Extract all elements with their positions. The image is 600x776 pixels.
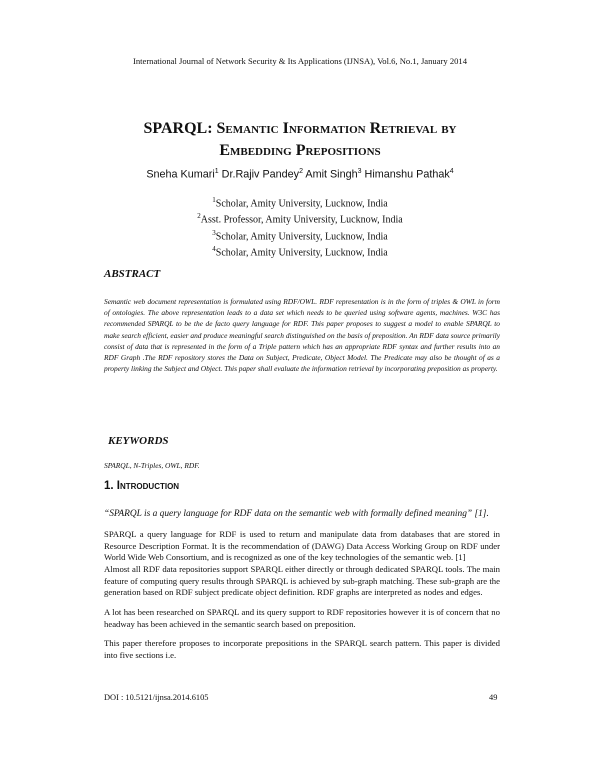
introduction-heading: 1. Introduction xyxy=(104,480,180,492)
affiliation xyxy=(0,243,600,259)
intro-paragraph-4: This paper therefore proposes to incorporate prepositions in the SPARQL search pattern. This paper is divided into five sections i.e. xyxy=(104,638,500,660)
affiliation-text: Scholar, Amity University, Lucknow, India xyxy=(215,198,388,210)
author-name: Amit Singh xyxy=(305,168,358,181)
affiliation-text: Scholar, Amity University, Lucknow, India xyxy=(215,230,388,242)
affiliation-sup: 3 xyxy=(212,228,216,237)
abstract-heading: ABSTRACT xyxy=(104,268,161,280)
page-number: 49 xyxy=(489,693,498,702)
introduction-quote: “SPARQL is a query language for RDF data on the semantic web with formally defined meaning” [1]. xyxy=(104,509,489,519)
abstract-text: Semantic web document representation is formulated using RDF/OWL. RDF representation is in the form of triples & OWL in form of ontologies. The above representation leads to a data set which needs to be queried using software agents, machines. W3C has recommended SPARQL to be the de facto query language for RDF. This paper proposes to suggest a model to enable SPARQL to make search efficient, easier and produce meaningful search distinguished on the basis of preposition. An RDF data source primarily consist of data that is represented in the form of a Triple pattern which has an appropriate RDF syntax and further results into an RDF Graph .The RDF repository stores the Data on Subject, Predicate, Object Model. The Predicate may also be thought of as a property linking the Subject and Object. This paper shall evaluate the information retrieval by incorporating preposition as property. xyxy=(104,297,500,374)
journal-header: International Journal of Network Security & Its Applications (IJNSA), Vol.6, No.1, January 2014 xyxy=(132,56,468,66)
title-line-2: Embedding Prepositions xyxy=(219,142,381,159)
author-sup: 2 xyxy=(299,168,303,175)
title-line-1: SPARQL: Semantic Information Retrieval by xyxy=(143,120,457,137)
affiliation xyxy=(0,194,600,210)
author-name: Dr.Rajiv Pandey xyxy=(221,168,300,181)
affiliations xyxy=(0,194,600,259)
footer-doi: DOI : 10.5121/ijnsa.2014.6105 xyxy=(104,693,209,702)
intro-paragraph-1: SPARQL a query language for RDF is used to return and manipulate data from databases that are stored in Resource Description Format. It is the recommendation of (DAWG) Data Access Working Group on RDF under World Wide Web Consortium, and is recognized as one of the key technologies of the semantic web. [1] xyxy=(104,529,500,563)
author-name: Sneha Kumari xyxy=(146,168,215,181)
affiliation-sup: 4 xyxy=(212,244,216,253)
intro-paragraph-3: A lot has been researched on SPARQL and its query support to RDF repositories however it is of concern that no headway has been achieved in the semantic search based on preposition. xyxy=(104,607,500,629)
author-sup: 1 xyxy=(214,168,219,175)
author-sup: 3 xyxy=(357,168,362,175)
author-list xyxy=(0,168,600,181)
affiliation-sup: 2 xyxy=(197,212,201,221)
author-name: Himanshu Pathak xyxy=(364,168,450,181)
keywords-heading: KEYWORDS xyxy=(108,435,169,447)
keywords-text: SPARQL, N-Triples, OWL, RDF. xyxy=(104,461,200,470)
affiliation-text: Scholar, Amity University, Lucknow, India xyxy=(215,247,388,259)
author-sup: 4 xyxy=(449,168,454,175)
affiliation-text: Asst. Professor, Amity University, Lucknow, India xyxy=(200,214,403,226)
paper-title xyxy=(0,118,600,162)
affiliation xyxy=(0,210,600,226)
affiliation xyxy=(0,227,600,243)
affiliation-sup: 1 xyxy=(212,196,216,204)
intro-paragraph-2: Almost all RDF data repositories support SPARQL either directly or through dedicated SPARQL tools. The main feature of computing query results through SPARQL is achieved by sub-graph matching. These sub-graph are the generation based on RDF subject predicate object definition. RDF graphs are interpreted as nodes and edges. xyxy=(104,564,500,598)
